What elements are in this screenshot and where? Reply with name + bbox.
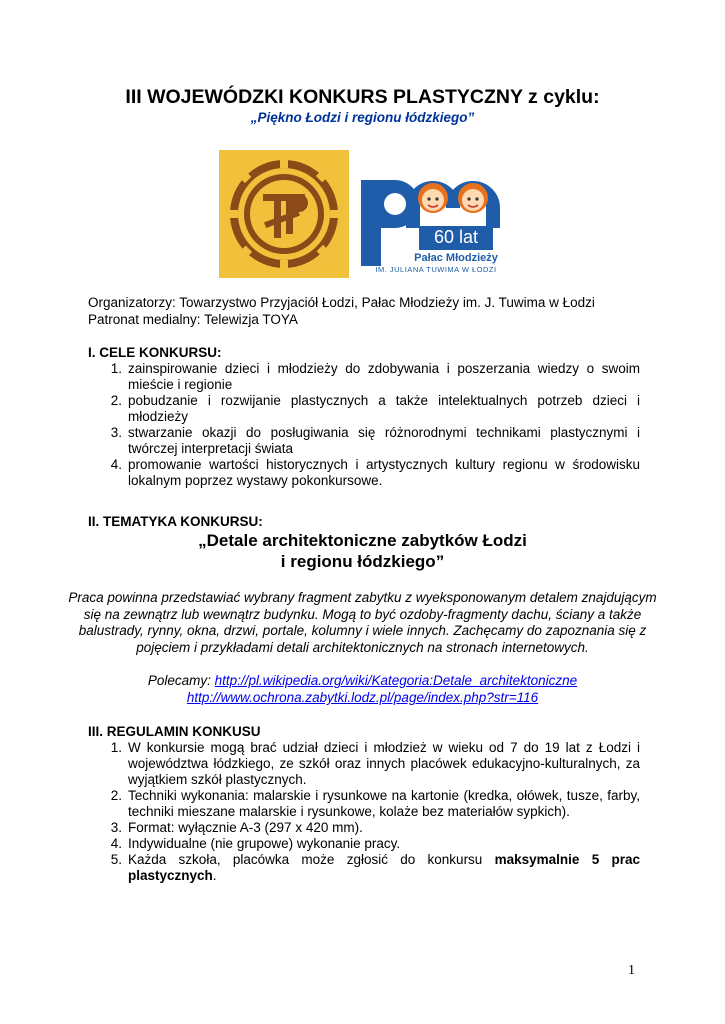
section3-list [88,740,640,884]
organizers-line: Organizatorzy: Towarzystwo Przyjaciół Łodzi, Pałac Młodzieży im. J. Tuwima w Łodzi [88,295,595,310]
section1-heading: I. CELE KONKURSU: [88,345,222,360]
list-item: 3. stwarzanie okazji do posługiwania się różnorodnymi technikami plastycznymi i twórczej interpretacji świata [110,425,640,456]
section2-heading: II. TEMATYKA KONKURSU: [88,514,263,529]
ochrona-zabytki-link[interactable]: http://www.ochrona.zabytki.lodz.pl/page/index.php?str=116 [186,690,539,705]
document-title: III WOJEWÓDZKI KONKURS PLASTYCZNY z cyklu: [125,86,600,108]
section3-heading: III. REGULAMIN KONKUSU [88,724,261,739]
page-number: 1 [628,963,635,978]
logo-sub: IM. JULIANA TUWIMA W ŁODZI [375,265,497,274]
tpl-logo [219,150,349,278]
patron-line: Patronat medialny: Telewizja TOYA [88,312,298,327]
list-item: 1. zainspirowanie dzieci i młodzieży do zdobywania i poszerzania wiedzy o swoim mieście i regionie [110,361,640,392]
recommend-line [60,673,665,690]
palac-mlodziezy-logo [355,160,517,278]
list-item: 3. Format: wyłącznie A-3 (297 x 420 mm). [110,820,363,835]
list-item: 4. promowanie wartości historycznych i artystycznych kultury regionu w środowisku lokalnym poprzez wystawy pokonkursowe. [110,457,640,488]
theme-line-1: „Detale architektoniczne zabytków Łodzi [198,531,527,550]
theme-line-2: i regionu łódzkiego” [280,552,445,571]
theme-description: Praca powinna przedstawiać wybrany fragment zabytku z wyeksponowanym detalem znajdującym się na zewnątrz lub wewnątrz budynku. Mogą to być ozdoby-fragmenty dachu, ściany a także balustrady, rynny, okna, drzwi, portale, kolumny i wiele innych. Zachęcamy do zapoznania się z pojęciem i przykładami detali architektonicznych na stronach internetowych. [68,590,657,655]
wikipedia-link[interactable]: http://pl.wikipedia.org/wiki/Kategoria:Detale_architektoniczne [214,673,578,688]
second-link-line [60,690,665,707]
list-item: 4. Indywidualne (nie grupowe) wykonanie pracy. [110,836,401,851]
logo-name: Pałac Młodzieży [414,252,498,264]
list-item: 2. pobudzanie i rozwijanie plastycznych a także intelektualnych potrzeb dzieci i młodzieży [110,393,640,424]
list-item: 5. Każda szkoła, placówka może zgłosić do konkursu maksymalnie 5 prac plastycznych. [110,852,640,883]
section1-list [88,361,640,489]
document-subtitle: „Piękno Łodzi i regionu łódzkiego” [250,110,475,125]
logo-years: 60 lat [433,227,479,247]
recommend-label: Polecamy: [147,673,211,688]
list-item: 2. Techniki wykonania: malarskie i rysunkowe na kartonie (kredka, ołówek, tusze, farby, techniki mieszane malarskie i rysunkowe, kolaże bez materiałów sypkich). [110,788,640,819]
list-item: 1. W konkursie mogą brać udział dzieci i młodzież w wieku od 7 do 19 lat z Łodzi i województwa łódzkiego, ze szkół oraz innych placówek edukacyjno-kulturalnych, za wyjątkiem szkół plastycznych. [110,740,640,787]
